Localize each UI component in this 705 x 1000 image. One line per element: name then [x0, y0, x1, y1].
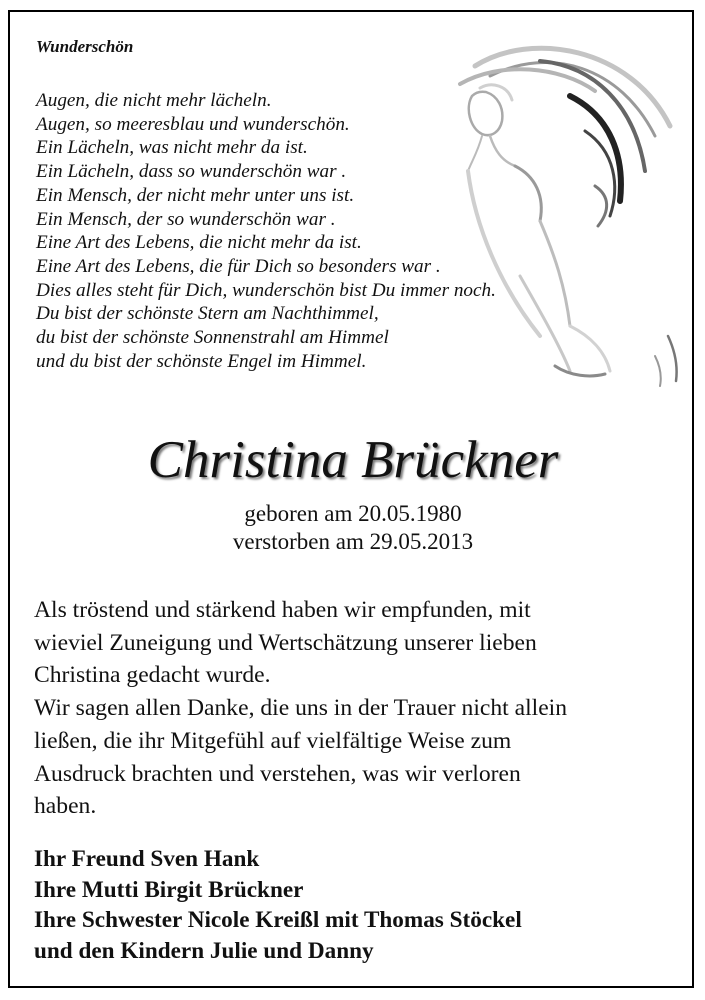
- mourner-line: Ihr Freund Sven Hank: [34, 846, 260, 872]
- poem-line: Ein Mensch, der so wunderschön war .: [36, 208, 336, 230]
- poem-line: Augen, so meeresblau und wunderschön.: [36, 113, 350, 135]
- poem-line: Ein Lächeln, dass so wunderschön war .: [36, 161, 347, 183]
- death-date: verstorben am 29.05.2013: [232, 529, 474, 554]
- poem-text: [36, 89, 676, 373]
- poem-line: du bist der schönste Sonnenstrahl am Himmel: [36, 327, 389, 349]
- birth-date: geboren am 20.05.1980: [244, 501, 462, 526]
- message-line: Wir sagen allen Danke, die uns in der Trauer nicht allein: [34, 695, 568, 722]
- message-line: haben.: [34, 793, 97, 820]
- message-line: Ausdruck brachten und verstehen, was wir verloren: [34, 760, 521, 787]
- message-line: wieviel Zuneigung und Wertschätzung unserer lieben: [34, 629, 537, 656]
- thank-you-message: [34, 594, 684, 823]
- poem-line: Eine Art des Lebens, die nicht mehr da ist.: [36, 232, 362, 254]
- mourner-line: Ihre Mutti Birgit Brückner: [34, 876, 304, 903]
- poem-line: und du bist der schönste Engel im Himmel.: [36, 350, 367, 372]
- poem-line: Du bist der schönste Stern am Nachthimmel,: [36, 303, 379, 325]
- obituary-frame: [8, 10, 694, 988]
- life-dates: [10, 500, 696, 556]
- poem-line: Ein Mensch, der nicht mehr unter uns ist.: [36, 184, 355, 206]
- message-line: ließen, die ihr Mitgefühl auf vielfältige Weise zum: [34, 727, 512, 754]
- message-line: Als tröstend und stärkend haben wir empfunden, mit: [34, 597, 531, 623]
- deceased-name: Christina Brückner: [147, 431, 559, 489]
- poem-line: Dies alles steht für Dich, wunderschön bist Du immer noch.: [36, 279, 496, 301]
- message-line: Christina gedacht wurde.: [34, 662, 271, 689]
- poem-title: Wunderschön: [36, 37, 134, 56]
- poem-line: Ein Lächeln, was nicht mehr da ist.: [36, 137, 308, 159]
- poem-line: Eine Art des Lebens, die für Dich so besonders war .: [36, 255, 441, 277]
- mourner-line: und den Kindern Julie und Danny: [34, 937, 374, 964]
- mourner-line: Ihre Schwester Nicole Kreißl mit Thomas Stöckel: [34, 907, 522, 933]
- mourners-list: [34, 844, 684, 966]
- poem-line: Augen, die nicht mehr lächeln.: [36, 90, 272, 111]
